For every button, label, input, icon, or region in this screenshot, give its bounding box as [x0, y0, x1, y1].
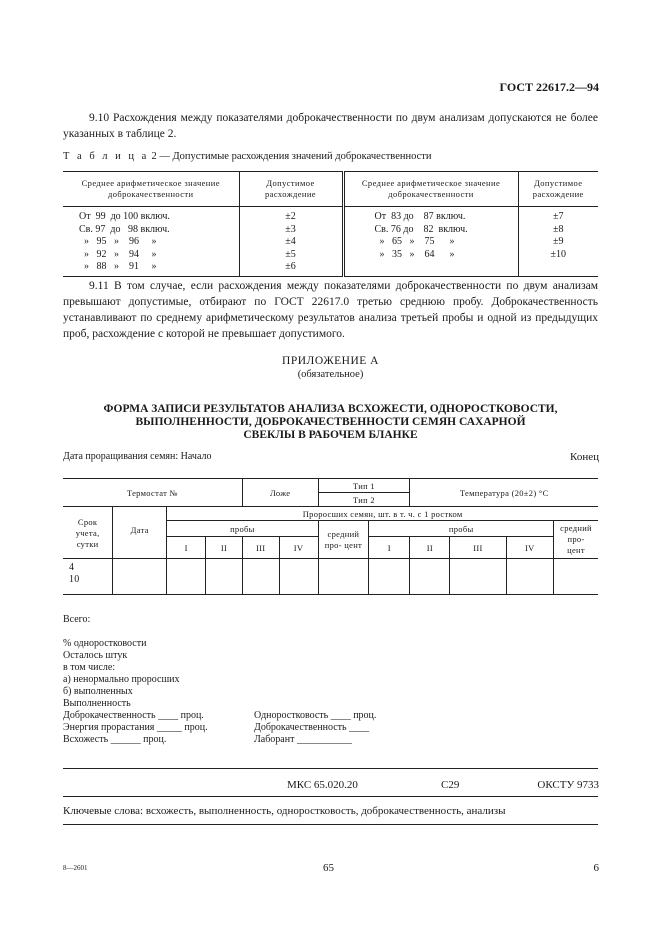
- paragraph-9-10: 9.10 Расхождения между показателями доброкачественности по двум анализам допускаются не более указанных в таблице 2.: [63, 112, 598, 140]
- keywords: Ключевые слова: всхожесть, выполненность, одноростковость, доброкачественность, анализы: [63, 805, 506, 817]
- table2-right-values: [518, 207, 598, 277]
- sample-col-4: IV: [279, 537, 318, 559]
- table-row: Св. 97 до 98 включ.: [79, 223, 170, 235]
- germination-date-end: Конец: [570, 451, 599, 463]
- empty-cell: [369, 559, 410, 595]
- table2-left-ranges: [63, 207, 239, 277]
- empty-cell: [279, 559, 318, 595]
- table-cell: ±7: [553, 211, 564, 222]
- fullness-label: Выполненность: [63, 698, 131, 709]
- table2-header-tolerance-right: Допустимое расхождение: [518, 172, 598, 207]
- day-value: 10: [69, 574, 80, 585]
- including-label: в том числе:: [63, 662, 116, 673]
- table-cell: ±5: [285, 248, 296, 260]
- form-table: [63, 478, 598, 595]
- table-row: От 83 до 87 включ.: [374, 211, 466, 222]
- germination-field: Всхожесть ______ проц.: [63, 734, 167, 745]
- table-row: » 92 » 94 »: [79, 248, 157, 260]
- type1-cell: Тип 1: [318, 479, 410, 493]
- form-title: [0, 403, 661, 442]
- abnormal-label: а) ненормально проросших: [63, 674, 180, 685]
- sprouted-header: Проросших семян, шт. в т. ч. с 1 ростком: [167, 507, 598, 521]
- empty-cell: [450, 559, 506, 595]
- samples-header: пробы: [369, 521, 554, 537]
- table-row: » 88 » 91 »: [79, 261, 157, 272]
- empty-cell: [167, 559, 206, 595]
- empty-cell: [242, 559, 279, 595]
- table-2: [63, 171, 598, 277]
- lab-assistant-field: Лаборант ___________: [254, 734, 352, 745]
- table-cell: ±9: [553, 236, 564, 247]
- mean-percent-header: средний про- цент: [318, 521, 369, 559]
- table-row: » 65 » 75 »: [374, 236, 455, 247]
- empty-cell: [410, 559, 450, 595]
- remaining-label: Осталось штук: [63, 650, 128, 661]
- bed-cell: Ложе: [242, 479, 318, 507]
- table-row: От 99 до 100 включ.: [79, 211, 170, 222]
- form-title-line: ВЫПОЛНЕННОСТИ, ДОБРОКАЧЕСТВЕННОСТИ СЕМЯН САХАРНОЙ: [135, 416, 526, 428]
- sample-col-2: II: [410, 537, 450, 559]
- document-header: ГОСТ 22617.2—94: [499, 80, 599, 94]
- table-caption-text: 2 — Допустимые расхождения значений доброкачественности: [148, 151, 432, 162]
- table-row: Св. 76 до 82 включ.: [374, 223, 468, 235]
- table2-left-values: [239, 207, 343, 277]
- thermostat-cell: Термостат №: [63, 479, 242, 507]
- sample-col-3: III: [242, 537, 279, 559]
- table-cell: ±8: [553, 223, 564, 235]
- one-sprout-pct-label: % одноростковости: [63, 638, 147, 649]
- energy-field: Энергия прорастания _____ проц.: [63, 722, 208, 733]
- appendix-title: ПРИЛОЖЕНИЕ А: [282, 355, 379, 367]
- empty-cell: [506, 559, 554, 595]
- germination-date-start: Дата проращивания семян: Начало: [63, 451, 212, 462]
- sample-col-2: II: [206, 537, 243, 559]
- c-code: С29: [441, 779, 460, 791]
- period-header: Срок учета, сутки: [63, 507, 113, 559]
- form-title-line: СВЕКЛЫ В РАБОЧЕМ БЛАНКЕ: [243, 429, 418, 441]
- one-sprout-field: Одноростковость ____ проц.: [254, 710, 377, 721]
- table-cell: ±3: [285, 223, 296, 235]
- divider: [63, 796, 598, 797]
- table-row: » 35 » 64 »: [374, 248, 455, 260]
- empty-cell: [113, 559, 167, 595]
- table-2-caption: [63, 151, 431, 162]
- table-cell: ±2: [285, 211, 296, 222]
- empty-cell: [318, 559, 369, 595]
- sample-col-4: IV: [506, 537, 554, 559]
- divider: [63, 824, 598, 825]
- date-header: Дата: [113, 507, 167, 559]
- mks-code: МКС 65.020.20: [287, 779, 358, 791]
- filled-label: б) выполненных: [63, 686, 133, 697]
- samples-header: пробы: [167, 521, 318, 537]
- form-title-line: ФОРМА ЗАПИСИ РЕЗУЛЬТАТОВ АНАЛИЗА ВСХОЖЕСТИ, ОДНОРОСТКОВОСТИ,: [103, 403, 558, 415]
- total-label: Всего:: [63, 614, 91, 625]
- table-row: » 95 » 96 »: [79, 236, 157, 247]
- day-value: 4: [69, 562, 75, 573]
- table2-header-mean-right: Среднее арифметическое значение доброкачественности: [343, 172, 518, 207]
- okstu-code: ОКСТУ 9733: [537, 779, 599, 791]
- table-cell: ±10: [550, 248, 566, 260]
- order-number: 8—2601: [63, 864, 88, 872]
- table-cell: ±4: [285, 236, 296, 247]
- table-cell: ±6: [285, 261, 296, 272]
- empty-cell: [554, 559, 598, 595]
- quality-field: Доброкачественность ____ проц.: [63, 710, 204, 721]
- empty-cell: [206, 559, 243, 595]
- sample-col-1: I: [167, 537, 206, 559]
- divider: [63, 768, 598, 769]
- days-cell: [63, 559, 113, 595]
- page-number: 65: [323, 862, 334, 874]
- temperature-cell: Температура (20±2) °С: [410, 479, 598, 507]
- mean-percent-header: средний про- цент: [554, 521, 598, 559]
- table2-right-ranges: [343, 207, 518, 277]
- type2-cell: Тип 2: [318, 493, 410, 507]
- appendix-subtitle: (обязательное): [297, 369, 364, 380]
- sheet-number: 6: [593, 862, 599, 874]
- paragraph-9-11: 9.11 В том случае, если расхождения между показателями доброкачественности по двум анализам превышают допустимые, отбирают по ГОСТ 22617.0 третью среднюю пробу. Доброкачественность устанавливают по среднему арифметическому результатов анализа третьей пробы и одной из предыдущих проб, расхождение с которой не превышает допустимого.: [63, 280, 598, 340]
- table-caption-prefix: Т а б л и ц а: [63, 151, 149, 162]
- table2-header-mean-left: Среднее арифметическое значение доброкачественности: [63, 172, 239, 207]
- sample-col-1: I: [369, 537, 410, 559]
- quality-field-2: Доброкачественность ____: [254, 722, 370, 733]
- table2-header-tolerance-left: Допустимое расхождение: [239, 172, 343, 207]
- sample-col-3: III: [450, 537, 506, 559]
